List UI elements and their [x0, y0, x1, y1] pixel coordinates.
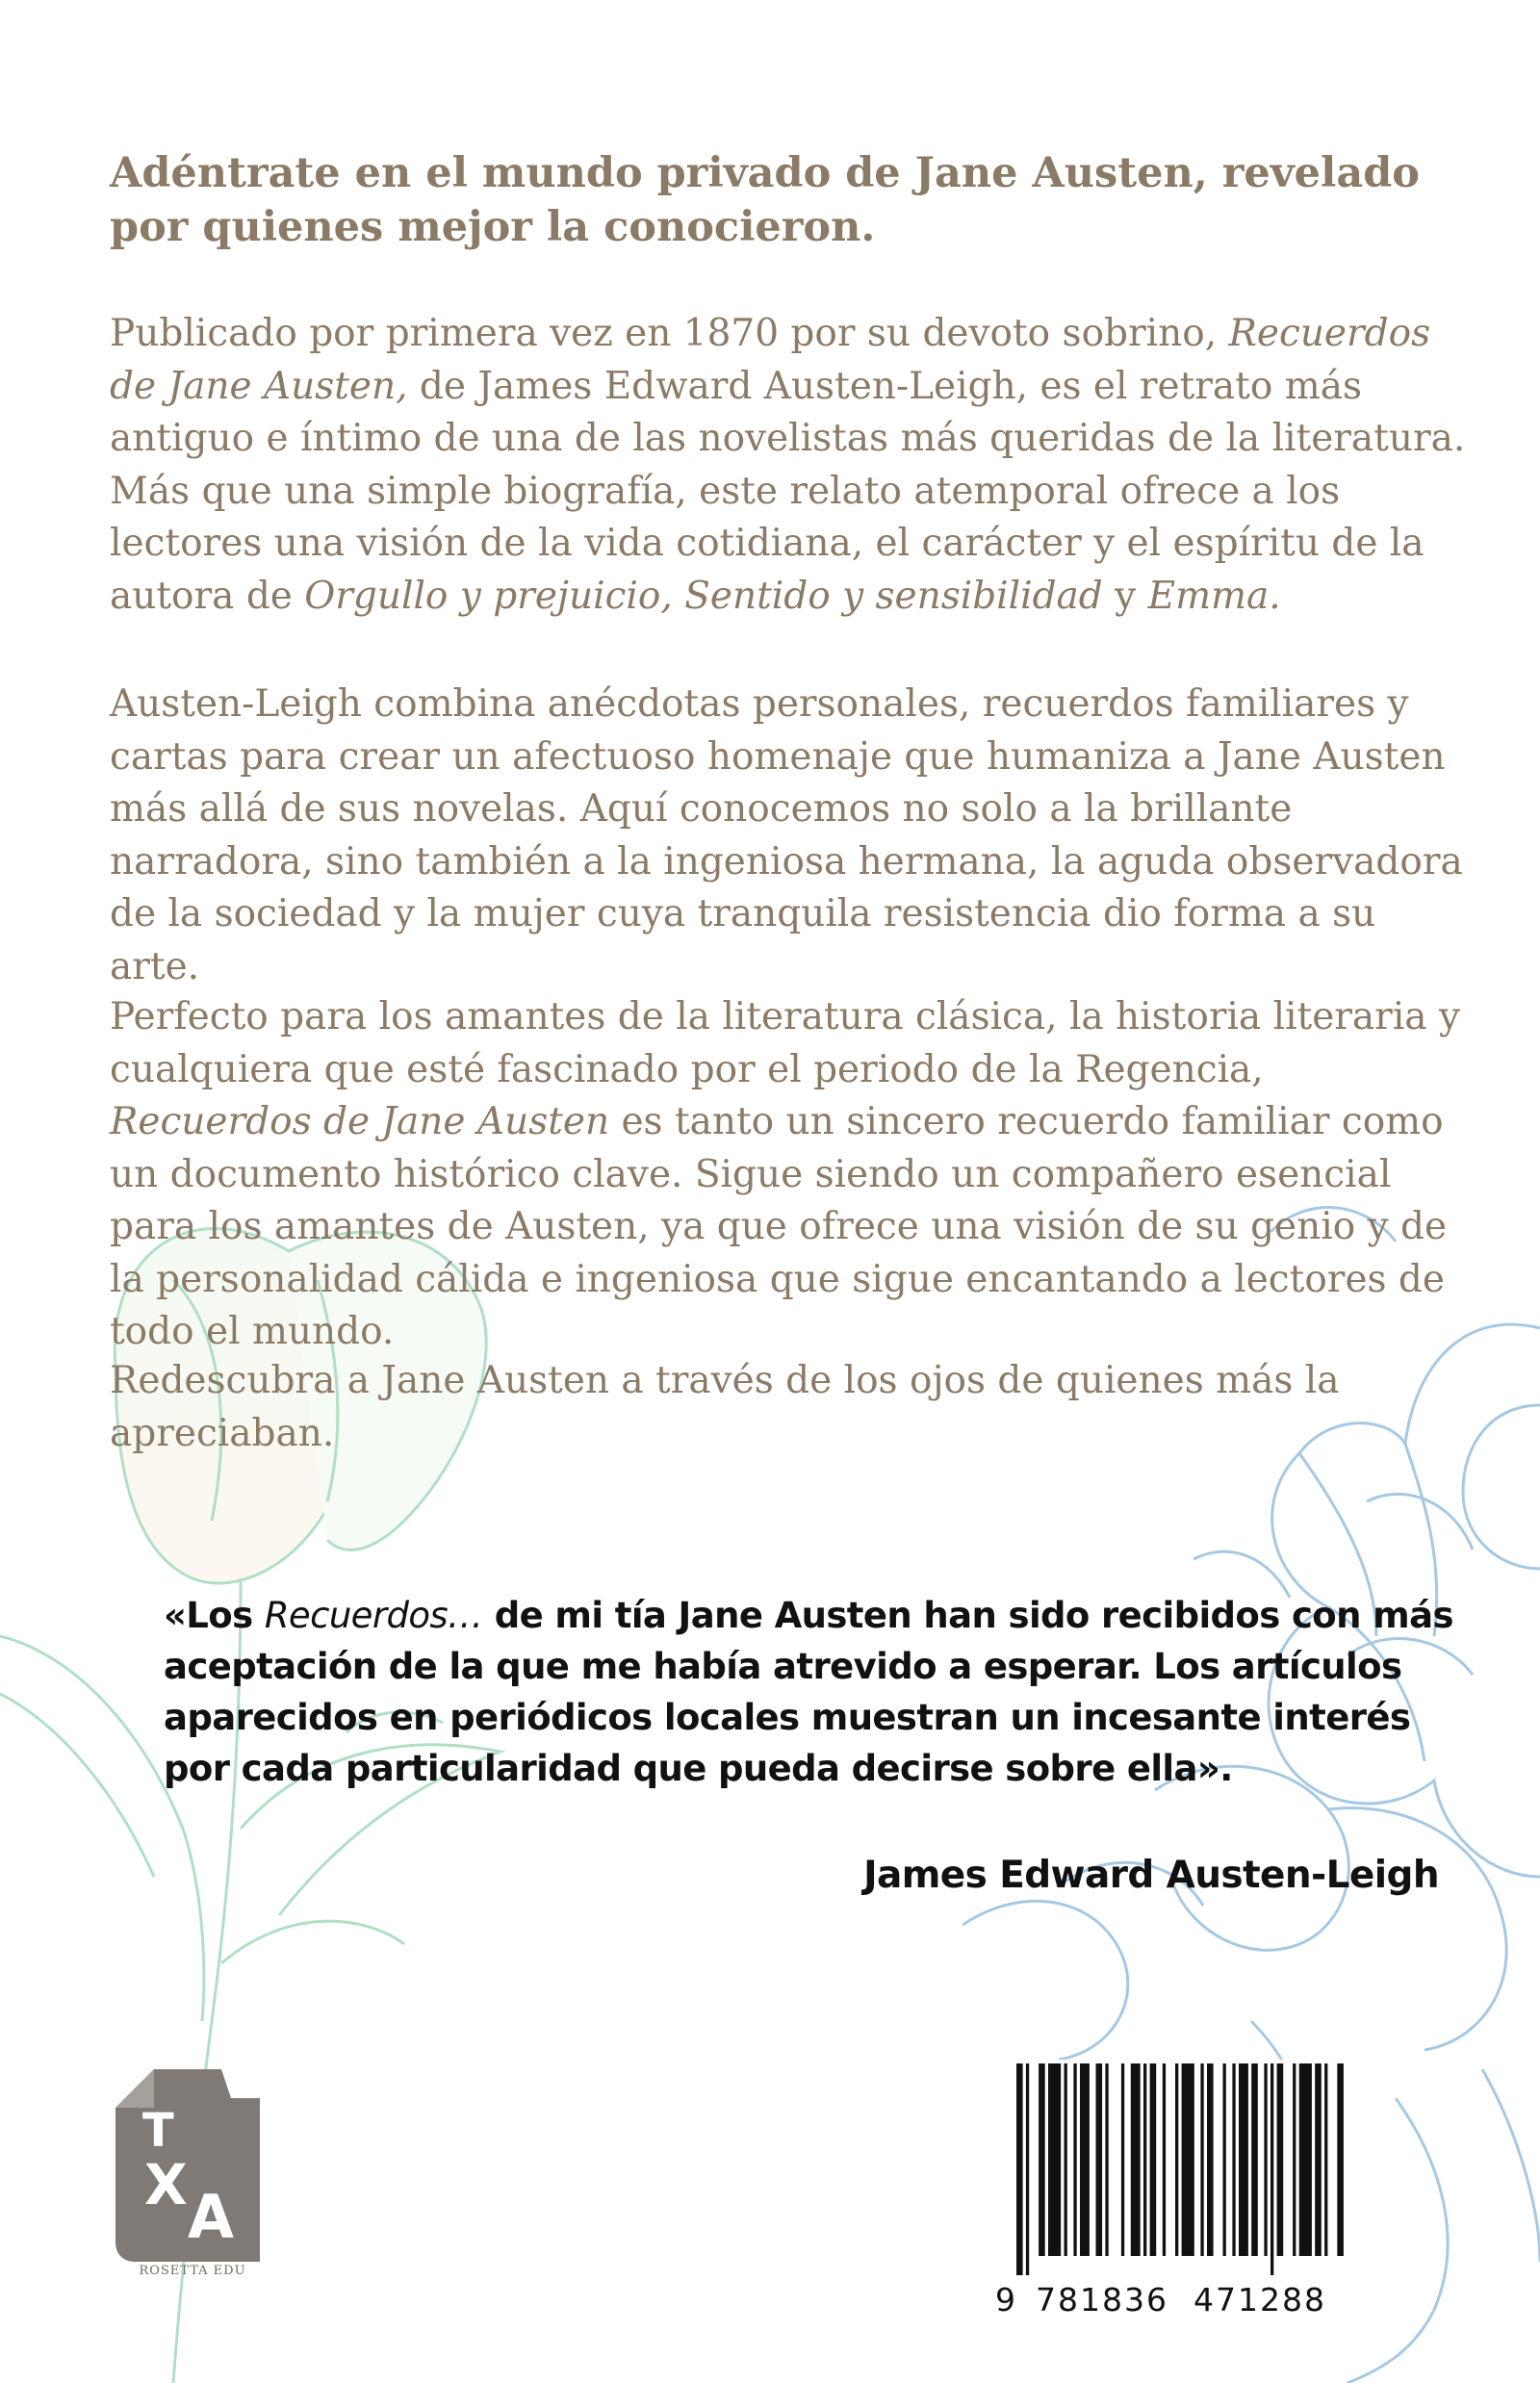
barcode-bar [1232, 2063, 1235, 2256]
publisher-logo [116, 2069, 260, 2262]
barcode-bar [1251, 2063, 1258, 2256]
barcode-bar [1143, 2063, 1146, 2256]
barcode-bar [1026, 2063, 1029, 2275]
barcode-bar [1016, 2063, 1023, 2275]
barcode-bar [1270, 2063, 1273, 2275]
barcode-bar [1121, 2063, 1124, 2256]
text-run: «Los [164, 1595, 265, 1636]
barcode-bar [1207, 2063, 1214, 2256]
isbn-first-digit: 9 [995, 2281, 1015, 2319]
barcode-bar [1150, 2063, 1157, 2256]
barcode-bar [1080, 2063, 1090, 2256]
barcode-bar [1293, 2063, 1296, 2256]
barcode-bar [1096, 2063, 1103, 2256]
barcode-bar [1239, 2063, 1248, 2256]
barcode-bar [1182, 2063, 1194, 2256]
barcode-bar [1039, 2063, 1045, 2256]
barcode-bar [1277, 2063, 1284, 2256]
book-titles-italic: Orgullo y prejuicio, Sentido y sensibilidad [304, 574, 1103, 618]
description-paragraph-4: Redescubra a Jane Austen a través de los ojos de quienes más la apreciaban. [110, 1359, 1340, 1455]
description-paragraph-1 [110, 308, 1467, 623]
barcode-bar [1299, 2063, 1312, 2256]
text-run: Publicado por primera vez en 1870 por su devoto sobrino, [110, 312, 1229, 355]
text-run: es tanto un sincero recuerdo familiar como un documento histórico clave. Sigue siendo un compañero esencial para los amantes de Austen, ya que ofrece una visión de su genio y de la personalidad cálida e ingeniosa que sigue encantando a lectores de todo el mundo. [110, 1100, 1448, 1353]
barcode-bar [1073, 2063, 1076, 2256]
svg-text:X: X [144, 2152, 188, 2217]
tagline: Adéntrate en el mundo privado de Jane Austen, revelado por quienes mejor la conocieron. [110, 149, 1420, 251]
text-run: Perfecto para los amantes de la literatura clásica, la historia literaria y cualquiera que esté fascinado por el periodo de la Regencia, [110, 995, 1460, 1091]
barcode-bar [1315, 2063, 1322, 2256]
barcode-bar [1163, 2063, 1166, 2256]
description-paragraph-3 [110, 991, 1467, 1359]
barcode-bar [1324, 2063, 1327, 2256]
barcode-bar [1105, 2063, 1108, 2256]
svg-text:A: A [188, 2182, 234, 2252]
isbn-barcode [978, 2060, 1358, 2319]
svg-text:T: T [142, 2104, 174, 2158]
barcode-bar [1337, 2063, 1344, 2256]
barcode-bars [978, 2060, 1358, 2276]
description-paragraph-2: Austen-Leigh combina anécdotas personales, recuerdos familiares y cartas para crear un afectuoso homenaje que humaniza a Jane Austen más allá de sus novelas. Aquí conocemos no solo a la brillante narradora, sino también a la ingeniosa hermana, la aguda observadora de la sociedad y la mujer cuya tranquila resistencia dio forma a su arte. [110, 682, 1463, 988]
text-run: de mi tía Jane Austen han sido recibidos con más aceptación de la que me había atrevido a esperar. Los artículos aparecidos en periódicos locales muestran un incesante interés por cada particularidad que pueda decirse sobre ella». [164, 1595, 1453, 1789]
text-run: y [1102, 574, 1148, 618]
book-title-italic: Emma. [1147, 574, 1281, 618]
barcode-bar [1065, 2063, 1067, 2256]
isbn-right-group: 471288 [1194, 2281, 1326, 2319]
publisher-name: ROSETTA EDU [139, 2264, 246, 2278]
quote-attribution: James Edward Austen-Leigh [863, 1854, 1439, 1897]
barcode-bar [1223, 2063, 1226, 2256]
book-title-italic: Recuerdos de Jane Austen, [110, 312, 1431, 408]
book-title-italic: Recuerdos… [264, 1595, 483, 1636]
isbn-left-group: 781836 [1036, 2281, 1168, 2319]
barcode-bar [1175, 2063, 1178, 2256]
barcode-bar [1048, 2063, 1061, 2256]
barcode-bar [1200, 2063, 1203, 2256]
text-run: de James Edward Austen-Leigh, es el retrato más antiguo e íntimo de una de las novelistas más queridas de la literatura. Más que una simple biografía, este relato atemporal ofrece a los lectores una visión de la vida cotidiana, el carácter y el espíritu de la autora de [110, 364, 1466, 618]
book-title-italic: Recuerdos de Jane Austen [110, 1100, 610, 1143]
barcode-bar [1131, 2063, 1141, 2256]
barcode-bar [1264, 2063, 1267, 2256]
author-quote [164, 1590, 1453, 1794]
